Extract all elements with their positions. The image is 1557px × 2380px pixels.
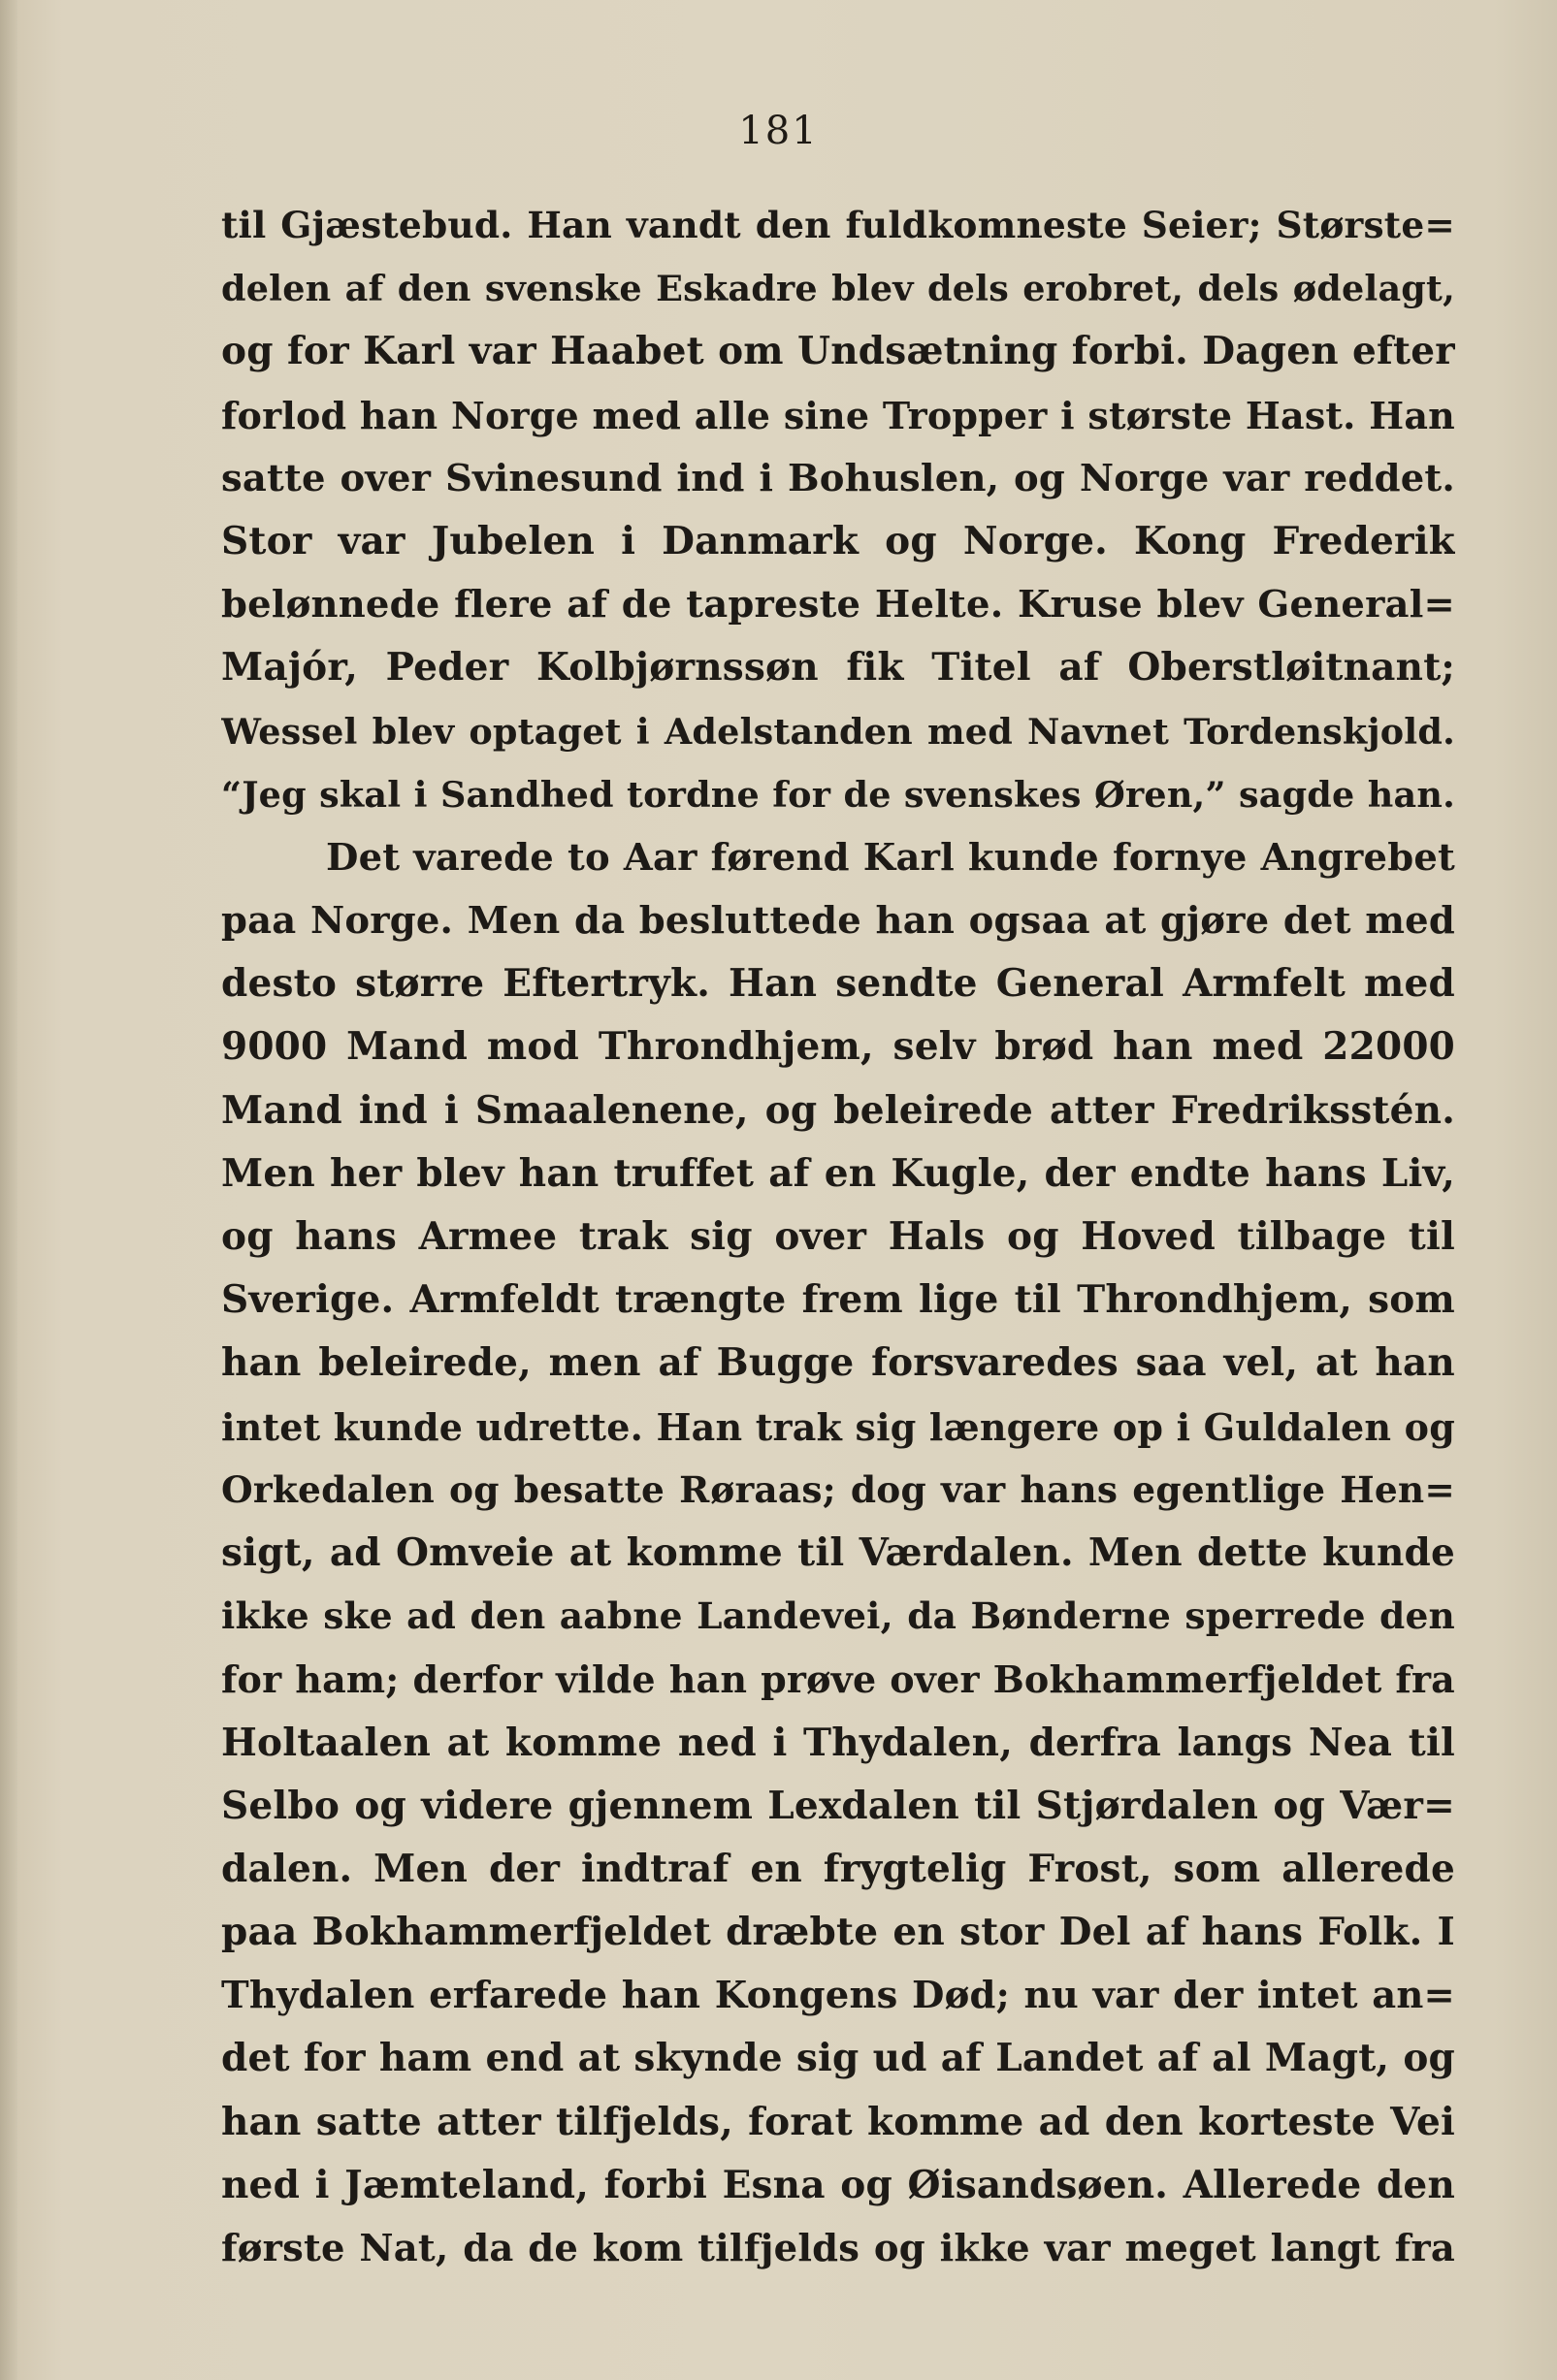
text-line: for ham; derfor vilde han prøve over Bokhammerfjeldet fra xyxy=(221,1657,1455,1702)
text-line: første Nat, da de kom tilfjelds og ikke var meget langt fra xyxy=(221,2227,1455,2270)
text-line: han satte atter tilfjelds, forat komme ad den korteste Vei xyxy=(221,2099,1455,2144)
text-line: Majór, Peder Kolbjørnssøn fik Titel af Oberstløitnant; xyxy=(221,645,1455,691)
page-number: 181 xyxy=(738,109,819,153)
text-line: delen af den svenske Eskadre blev dels erobret, dels ødelagt, xyxy=(221,268,1455,310)
text-line: Sverige. Armfeldt trængte frem lige til Throndhjem, som xyxy=(221,1277,1455,1323)
text-line: ikke ske ad den aabne Landevei, da Bønderne sperrede den xyxy=(221,1594,1455,1638)
text-line: paa Bokhammerfjeldet dræbte en stor Del af hans Folk. I xyxy=(221,1910,1455,1955)
text-line: til Gjæstebud. Han vandt den fuldkomneste Seier; Største= xyxy=(221,204,1455,246)
text-line: Orkedalen og besatte Røraas; dog var hans egentlige Hen= xyxy=(221,1467,1455,1511)
text-line: Stor var Jubelen i Danmark og Norge. Kong Frederik xyxy=(221,518,1455,563)
page-binding-edge xyxy=(0,0,17,2380)
text-line: Holtaalen at komme ned i Thydalen, derfra langs Nea til xyxy=(221,1720,1455,1765)
text-line: og hans Armee trak sig over Hals og Hoved tilbage til xyxy=(221,1214,1455,1259)
text-line: han beleirede, men af Bugge forsvaredes saa vel, at han xyxy=(221,1340,1455,1386)
text-line: paa Norge. Men da besluttede han ogsaa at gjøre det med xyxy=(221,899,1455,944)
text-line: Men her blev han truffet af en Kugle, der endte hans Liv, xyxy=(221,1150,1455,1196)
text-line: og for Karl var Haabet om Undsætning forbi. Dagen efter xyxy=(221,329,1455,374)
text-line: Wessel blev optaget i Adelstanden med Navnet Tordenskjold. xyxy=(221,710,1455,753)
text-line: ned i Jæmteland, forbi Esna og Øisandsøen. Allerede den xyxy=(221,2162,1455,2207)
text-line: Selbo og videre gjennem Lexdalen til Stjørdalen og Vær= xyxy=(221,1783,1455,1828)
text-line: belønnede flere af de tapreste Helte. Kruse blev General= xyxy=(221,583,1455,627)
text-line: sigt, ad Omveie at komme til Værdalen. Men dette kunde xyxy=(221,1529,1455,1575)
text-line: dalen. Men der indtraf en frygtelig Frost, som allerede xyxy=(221,1846,1455,1891)
text-line: Mand ind i Smaalenene, og beleirede atter Fredriksstén. xyxy=(221,1087,1455,1133)
text-line: det for ham end at skynde sig ud af Landet af al Magt, og xyxy=(221,2036,1455,2081)
text-line: desto større Eftertryk. Han sendte General Armfelt med xyxy=(221,961,1455,1007)
text-line: Thydalen erfarede han Kongens Død; nu var der intet an= xyxy=(221,1974,1455,2018)
text-line: forlod han Norge med alle sine Tropper i største Hast. Han xyxy=(221,393,1455,437)
text-line: 9000 Mand mod Throndhjem, selv brød han med 22000 xyxy=(221,1024,1455,1070)
text-line: intet kunde udrette. Han trak sig længere op i Guldalen og xyxy=(221,1404,1455,1449)
paragraph-start-line: Det varede to Aar førend Karl kunde fornye Angrebet xyxy=(326,835,1455,880)
text-line: “Jeg skal i Sandhed tordne for de svenskes Øren,” sagde han. xyxy=(221,773,1455,816)
text-line: satte over Svinesund ind i Bohuslen, og Norge var reddet. xyxy=(221,456,1455,500)
body-text xyxy=(221,194,1455,2280)
